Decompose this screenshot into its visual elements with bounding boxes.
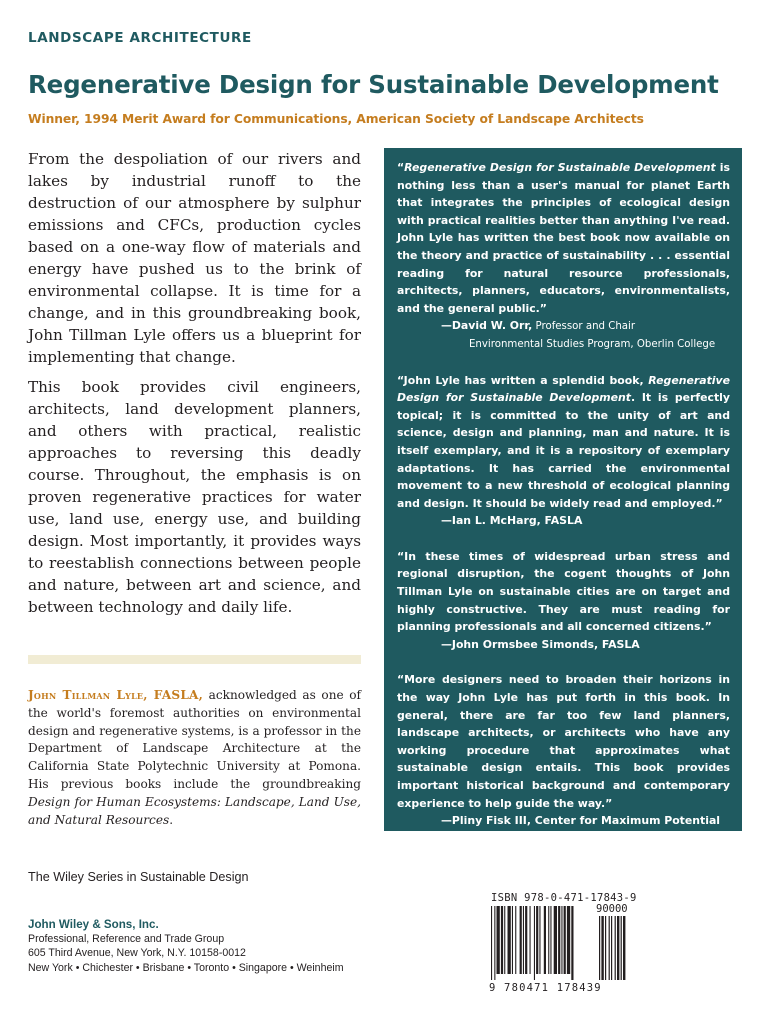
ean-number: 9 780471 178439 [489, 982, 602, 994]
review-quote-fisk [397, 671, 730, 847]
award-line: Winner, 1994 Merit Award for Communications, American Society of Landscape Architects [28, 112, 644, 126]
barcode-bar [508, 906, 511, 974]
barcode-addon-bar [609, 916, 610, 980]
description-paragraph-1: From the despoliation of our rivers and lakes by industrial runoff to the destruction of our atmosphere by sulphur emissions and CFCs, production cycles based on a one-way flow of materials and energy have pushed us to the brink of environmental collapse. It is time for a change, and in this groundbreaking book, John Tillman Lyle offers us a blueprint for implementing that change. [28, 150, 361, 366]
barcode-addon-bar [623, 916, 625, 980]
barcode-bar [501, 906, 503, 974]
barcode-addon-bar [611, 916, 612, 980]
review-panel [384, 148, 742, 845]
review-text [397, 159, 730, 317]
barcode-bar [523, 906, 524, 974]
barcode-bar [539, 906, 540, 974]
barcode-bar [564, 906, 566, 974]
review-attribution [397, 812, 730, 830]
review-text: “More designers need to broaden their horizons in the way John Lyle has put forth in this book. In general, there are far too few land planners, landscape architects, or architects who have any working procedure that approximates what sustainable design entails. This book provides important historical background and contemporary experience to help guide the way.” [397, 673, 730, 810]
publisher-cities: New York • Chichester • Brisbane • Toronto • Singapore • Weinheim [28, 961, 344, 974]
review-body: is nothing less than a user's manual for planet Earth that integrates the principles of ecological design with practical realities better than anything I've read. John Lyle has written the best book now available on the theory and practice of sustainability . . . essential reading for natural resource professionals, architects, planners, educators, environmentalists, and the general public.” [397, 161, 730, 315]
reviewer-name: —David W. Orr, [441, 319, 533, 333]
series-heading: LANDSCAPE ARCHITECTURE [28, 30, 252, 46]
barcode-bar [504, 906, 505, 974]
barcode-bar [571, 906, 573, 980]
barcode-addon-bar [599, 916, 600, 980]
previous-book-title: Design for Human Ecosystems: Landscape, Land Use, and Natural Resources [28, 794, 361, 827]
reviewer-name: —Pliny Fisk III, [441, 814, 531, 828]
quoted-book-title: Regenerative Design for Sustainable Development [404, 161, 716, 174]
barcode-bar [554, 906, 557, 974]
barcode-bar [534, 906, 535, 980]
review-quote-orr [397, 159, 730, 354]
barcode-bar [530, 906, 531, 974]
barcode-bar [558, 906, 560, 974]
review-quote-simonds [397, 548, 730, 654]
publisher-group: Professional, Reference and Trade Group [28, 933, 225, 946]
review-quote-mcharg [397, 372, 730, 530]
description-paragraph-2: This book provides civil engineers, architects, land development planners, and others with practical, realistic approaches to reversing this deadly course. Throughout, the emphasis is on proven regenerative practices for water use, land use, energy use, and building design. Most importantly, it provides ways to reestablish connections between people and nature, between art and science, and between technology and daily life. [28, 378, 361, 616]
barcode-graphic [489, 906, 649, 982]
publisher-address: 605 Third Avenue, New York, N.Y. 10158-0012 [28, 947, 246, 960]
barcode-bar [491, 906, 492, 980]
barcode-addon-number: 90000 [596, 903, 628, 915]
barcode-bar [525, 906, 527, 974]
barcode-bar [567, 906, 570, 974]
barcode-addon-bar [615, 916, 616, 980]
review-text [397, 372, 730, 513]
barcode-bar [561, 906, 562, 974]
reviewer-name: —Ian L. McHarg, FASLA [441, 514, 583, 528]
barcode-bar [544, 906, 546, 974]
review-body: “John Lyle has written a splendid book, [397, 373, 649, 387]
reviewer-role: Professor and Chair [532, 321, 636, 333]
section-divider [28, 655, 361, 664]
quoted-book-title: Regenerative Design for Sustainable Development [397, 373, 730, 405]
barcode-bar [548, 906, 549, 974]
barcode-bar [550, 906, 551, 974]
reviewer-affiliation: Building Systems [469, 831, 576, 845]
description-column [28, 148, 361, 626]
barcode-addon-bar [617, 916, 619, 980]
reviewer-name: —John Ormsbee Simonds, FASLA [441, 637, 640, 651]
publisher-name: John Wiley & Sons, Inc. [28, 918, 159, 931]
barcode-bar [512, 906, 513, 974]
barcode-addon-bar [605, 916, 606, 980]
book-title: Regenerative Design for Sustainable Development [28, 70, 719, 99]
isbn-label: ISBN 978-0-471-17843-9 [491, 892, 637, 904]
barcode-bar [494, 906, 495, 980]
publisher-block [28, 918, 344, 975]
barcode-bar [536, 906, 538, 974]
review-text: “In these times of widespread urban stress and regional disruption, the cogent thoughts of John Tillman Lyle on sustainable cities are on target and highly constructive. They are must reading for planning professionals and all concerned citizens.” [397, 549, 730, 634]
barcode-bar [497, 906, 500, 974]
barcode-addon-bar [601, 916, 603, 980]
review-attribution [397, 317, 730, 336]
barcode-addon-bar [621, 916, 622, 980]
reviewer-affiliation: Environmental Studies Program, Oberlin College [469, 338, 716, 350]
reviewer-role: Center for Maximum Potential [530, 814, 721, 828]
bio-text-1: acknowledged as one of the world's foremost authorities on environmental design and regenerative systems, is a professor in the Department of Landscape Architecture at the California State Polytechnic University at Pomona. His previous books include the groundbreaking [28, 688, 361, 791]
author-name: John Tillman Lyle, FASLA, [28, 688, 204, 702]
barcode-bar [515, 906, 516, 974]
open-quote: “ [397, 161, 405, 174]
author-bio [28, 687, 361, 829]
bio-text-2: . [169, 812, 174, 827]
series-name: The Wiley Series in Sustainable Design [28, 870, 249, 884]
barcode-bar [520, 906, 522, 974]
review-body: . It is perfectly topical; it is committed to the unity of art and science, design and planning, man and nature. It is itself exemplary, and it is a repository of exemplary adaptations. It has carried the environmental movement to a new threshold of ecological planning and design. It should be widely read and employed.” [397, 391, 730, 510]
